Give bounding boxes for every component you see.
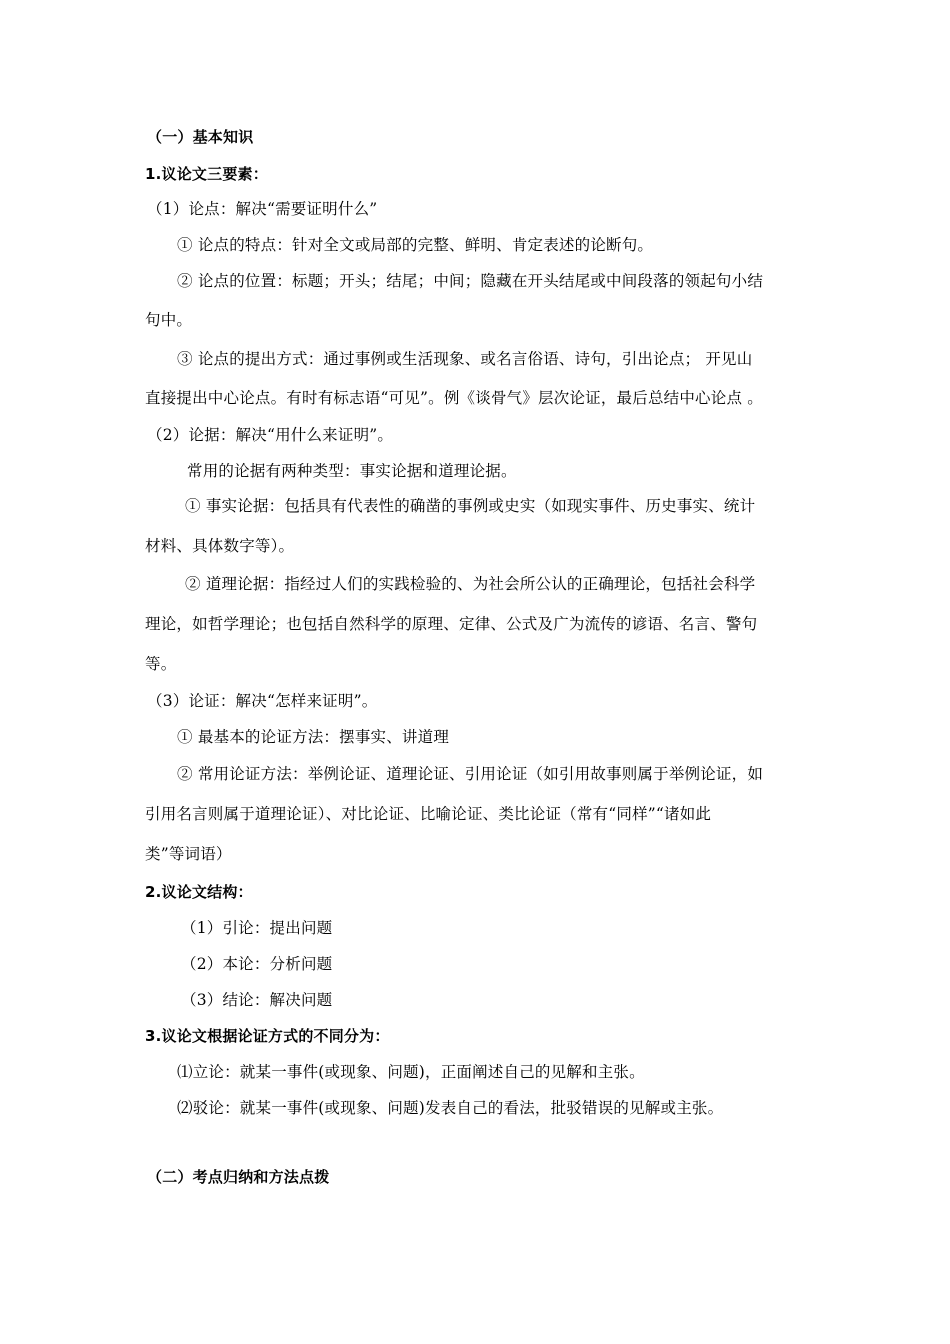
paragraph-argumentation: （3）论证：解决“怎样来证明”。 — [147, 692, 378, 710]
paragraph-point-position-line1: ② 论点的位置：标题；开头；结尾；中间；隐藏在开头结尾或中间段落的领起句小结 — [177, 272, 764, 290]
paragraph-reason-evidence-line1: ② 道理论据：指经过人们的实践检验的、为社会所公认的正确理论，包括社会科学 — [185, 575, 756, 593]
structure-introduction: （1）引论：提出问题 — [181, 919, 333, 937]
paragraph-point-method-line2: 直接提出中心论点。有时有标志语“可见”。例《谈骨气》层次论证，最后总结中心论点 。 — [145, 389, 763, 407]
structure-body: （2）本论：分析问题 — [181, 955, 333, 973]
paragraph-argument-point: （1）论点：解决“需要证明什么” — [147, 200, 378, 218]
paragraph-fact-evidence-line2: 材料、具体数字等）。 — [145, 537, 295, 555]
paragraph-fact-evidence-line1: ① 事实论据：包括具有代表性的确凿的事例或史实（如现实事件、历史事实、统计 — [185, 497, 756, 515]
paragraph-establish-argument: ⑴立论：就某一事件(或现象、问题)，正面阐述自己的见解和主张。 — [177, 1063, 645, 1081]
section-heading-basic-knowledge: （一）基本知识 — [147, 128, 254, 146]
structure-conclusion: （3）结论：解决问题 — [181, 991, 333, 1009]
paragraph-basic-methods: ① 最基本的论证方法：摆事实、讲道理 — [177, 728, 450, 746]
paragraph-common-methods-line2: 引用名言则属于道理论证）、对比论证、比喻论证、类比论证（常有“同样”“诸如此 — [145, 805, 712, 823]
paragraph-point-position-line2: 句中。 — [145, 311, 193, 329]
paragraph-refutation: ⑵驳论：就某一事件(或现象、问题)发表自己的看法，批驳错误的见解或主张。 — [177, 1099, 724, 1117]
heading-three-elements: 1.议论文三要素： — [145, 165, 268, 183]
section-heading-key-points: （二）考点归纳和方法点拨 — [147, 1168, 330, 1186]
paragraph-point-features: ① 论点的特点：针对全文或局部的完整、鲜明、肯定表述的论断句。 — [177, 236, 654, 254]
paragraph-common-methods-line3: 类”等词语） — [145, 845, 232, 863]
heading-classification: 3.议论文根据论证方式的不同分为： — [145, 1027, 390, 1045]
paragraph-point-method-line1: ③ 论点的提出方式：通过事例或生活现象、或名言俗语、诗句，引出论点； 开见山 — [177, 350, 753, 368]
paragraph-reason-evidence-line2: 理论，如哲学理论；也包括自然科学的原理、定律、公式及广为流传的谚语、名言、警句 — [145, 615, 758, 633]
paragraph-reason-evidence-line3: 等。 — [145, 655, 177, 673]
heading-structure: 2.议论文结构： — [145, 883, 253, 901]
paragraph-evidence-types: 常用的论据有两种类型：事实论据和道理论据。 — [187, 462, 517, 480]
paragraph-evidence: （2）论据：解决“用什么来证明”。 — [147, 426, 394, 444]
paragraph-common-methods-line1: ② 常用论证方法：举例论证、道理论证、引用论证（如引用故事则属于举例论证，如 — [177, 765, 764, 783]
